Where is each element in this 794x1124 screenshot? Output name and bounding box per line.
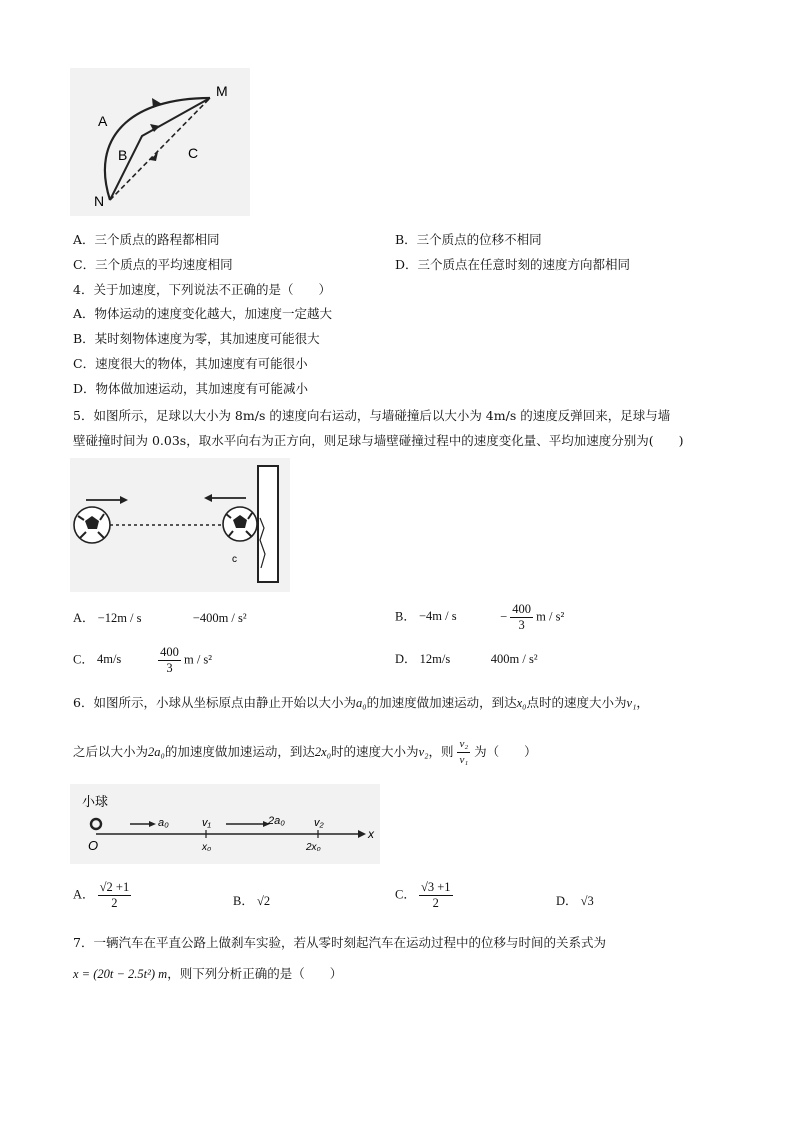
q6-option-c-letter: C． [395,887,416,902]
q4-stem: 4．关于加速度，下列说法不正确的是（ ） [73,282,331,297]
q4-option-a: A．物体运动的速度变化越大，加速度一定越大 [73,306,333,321]
q6-option-a [73,880,131,911]
fig-origin: O [88,838,99,853]
fig-x-label: x [368,827,374,841]
q6-stem-line1 [73,695,649,711]
q6-l2-text-b: 的加速度做加速运动，到达 [164,744,315,759]
q5-option-c-den: 3 [166,661,173,675]
q6-option-b [233,893,270,909]
q6-option-b-letter: B． [233,894,254,908]
label-n: N [94,193,105,209]
q6-l2-text-e: 为（ ） [474,744,537,759]
q6-ratio-den: v₁ [459,754,469,766]
q6-l2-2a0: 2a₀ [148,745,165,759]
q6-l2-text-d: ，则 [428,744,454,759]
q5-option-d-velocity: 12m/s [419,652,451,666]
q7-stem-rest: ，则下列分析正确的是（ ） [167,966,343,981]
q6-l1-x0: x₀ [516,696,527,710]
q6-l2-2x0: 2x₀ [314,745,332,759]
q6-option-d-letter: D． [556,894,578,908]
q5-option-c-num: 400 [160,645,179,659]
q5-option-b [395,602,564,633]
q5-option-b-sign: − [500,609,508,624]
q3-option-a: A．三个质点的路程都相同 [73,232,220,247]
q7-formula: x = (20t − 2.5t²) m [73,967,168,981]
q5-option-c-unit: m / s² [183,652,213,667]
q5-option-c [73,645,212,676]
q7-stem-line2 [73,966,342,982]
football-left-icon [74,507,110,543]
q5-option-b-frac [510,602,533,633]
svg-text:c: c [232,554,237,565]
q6-l1-a0: a₀ [355,696,367,710]
q6-option-a-num: √2 +1 [99,880,130,894]
q4-option-b: B．某时刻物体速度为零，其加速度可能很大 [73,331,320,346]
q6-l1-text-b: 的加速度做加速运动，到达 [366,695,517,710]
q5-option-a [73,610,247,626]
ball-axis-figure [70,784,380,864]
fig-2a0: 2a₀ [268,815,285,827]
q3-option-c: C．三个质点的平均速度相同 [73,257,233,272]
q6-l1-text-d: ， [636,695,649,710]
q4-option-d: D．物体做加速运动，其加速度有可能减小 [73,381,309,396]
fig-x0: x₀ [202,842,212,853]
q5-option-b-den: 3 [518,618,525,632]
label-a: A [98,113,108,129]
fig-ball-label: 小球 [82,794,109,809]
q5-option-d-acc: 400m / s² [490,652,538,666]
q6-option-d-value: √3 [580,894,594,908]
q4-option-c: C．速度很大的物体，其加速度有可能很小 [73,356,308,371]
q6-option-a-letter: A． [73,887,95,902]
label-m: M [216,83,228,99]
q5-option-b-letter: B． [395,609,416,624]
q5-option-c-velocity: 4m/s [96,652,122,667]
q6-l1-text-c: 点时的速度大小为 [526,695,627,710]
q5-option-d-letter: D． [395,652,417,666]
q6-ratio-frac [457,737,470,768]
football-right-icon [223,507,257,541]
q6-option-a-frac [98,880,132,911]
q6-option-c-frac [419,880,453,911]
q5-option-a-acc: −400m / s² [192,611,247,625]
q6-option-a-den: 2 [111,896,118,910]
football-wall-figure [70,458,290,592]
label-c: C [188,145,199,161]
q5-stem-line2: 壁碰撞时间为 0.03s，取水平向右为正方向，则足球与墙壁碰撞过程中的速度变化量、平均加速度分别为( ) [73,433,684,448]
wall [258,466,278,582]
q6-option-d [556,893,594,909]
label-b: B [118,147,128,163]
fig-a0: a₀ [158,817,169,829]
q5-option-c-letter: C． [73,652,94,667]
q5-option-b-velocity: −4m / s [418,609,457,624]
q6-l2-text-c: 时的速度大小为 [331,744,419,759]
q6-ratio-num: v₂ [457,737,470,753]
q7-stem-line1: 7．一辆汽车在平直公路上做刹车实验，若从零时刻起汽车在运动过程中的位移与时间的关系式为 [73,935,606,950]
q6-option-c-den: 2 [432,896,439,910]
q6-l1-v1: v₁ [626,696,637,710]
q5-option-b-unit: m / s² [536,609,565,624]
q6-l2-text-a: 之后以大小为 [73,744,149,759]
paths-figure [70,68,250,216]
q5-option-a-velocity: −12m / s [97,611,142,625]
q6-l2-v2: v₂ [418,745,429,759]
q5-option-a-letter: A． [73,611,95,625]
q6-option-c-num: √3 +1 [420,880,451,894]
q5-option-d [395,651,538,667]
q6-option-b-value: √2 [256,894,271,908]
fig-v1: v₁ [202,817,211,829]
q3-option-b: B．三个质点的位移不相同 [395,232,542,247]
q3-option-d: D．三个质点在任意时刻的速度方向都相同 [395,257,631,272]
q6-l1-text-a: 6．如图所示，小球从坐标原点由静止开始以大小为 [73,695,356,710]
q5-option-c-frac [158,645,181,676]
fig-v2: v₂ [314,817,324,829]
q5-stem-line1: 5．如图所示，足球以大小为 8m/s 的速度向右运动，与墙碰撞后以大小为 4m/s 的速度反弹回来，足球与墙 [73,408,671,423]
q5-option-b-num: 400 [512,602,532,616]
q6-option-c [395,880,453,911]
q6-stem-line2 [73,737,537,768]
fig-2x0: 2x₀ [306,842,321,853]
